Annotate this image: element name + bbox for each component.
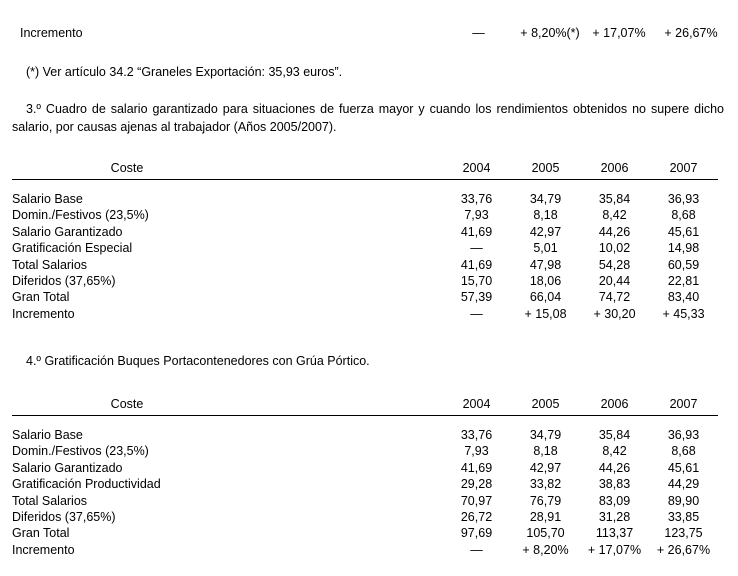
table-2-row-2-2005: 42,97 <box>529 460 562 475</box>
table-2-header-2007: 2007 <box>649 392 718 416</box>
table-2-row-4-2007: 89,90 <box>667 493 700 508</box>
top-increment-value-2004: — <box>472 26 485 40</box>
table-2-row-3-2005: 33,82 <box>529 477 562 492</box>
top-increment-value-2006: + 17,07% <box>592 26 646 40</box>
table-gratificacion-portacontenedores <box>0 392 738 558</box>
table-row <box>12 273 718 289</box>
table-2-row-7-2005: + 8,20% <box>522 542 569 557</box>
table-2-row-5-label: Diferidos (37,65%) <box>12 510 116 525</box>
table-2-row-6-2005: 105,70 <box>526 526 565 541</box>
paragraph-item-3 <box>12 100 724 136</box>
table-2-row-6-label: Gran Total <box>12 526 70 541</box>
table-1-row-4-2007: 60,59 <box>667 257 700 272</box>
table-2-row-6-2004: 97,69 <box>460 526 493 541</box>
table-2-row-3-label: Gratificación Productividad <box>12 477 161 492</box>
paragraph-item-4-text: 4.º Gratificación Buques Portacontenedores con Grúa Pórtico. <box>26 354 370 368</box>
table-1-row-7-2004: — <box>470 306 483 321</box>
table-1-row-4-2004: 41,69 <box>460 257 493 272</box>
table-2-row-6-2006: 113,37 <box>595 526 634 541</box>
table-1-row-2-2007: 45,61 <box>667 224 700 239</box>
table-2 <box>12 392 718 558</box>
table-row <box>12 460 718 476</box>
table-2-row-1-2005: 8,18 <box>533 444 558 459</box>
table-row <box>12 476 718 492</box>
footnote-text: (*) Ver artículo 34.2 “Graneles Exportación: 35,93 euros”. <box>26 65 343 79</box>
table-1-row-1-2006: 8,42 <box>602 208 627 223</box>
table-2-header-2006: 2006 <box>580 392 649 416</box>
table-1-row-7-label: Incremento <box>12 306 75 321</box>
table-1-header-2005: 2005 <box>511 156 580 180</box>
table-row <box>12 289 718 305</box>
table-salario-garantizado <box>0 156 738 322</box>
table-1-row-7-2006: + 30,20 <box>593 306 636 321</box>
table-2-row-1-2006: 8,42 <box>602 444 627 459</box>
table-1-row-0-2004: 33,76 <box>460 192 493 206</box>
table-1-row-3-2005: 5,01 <box>533 241 558 256</box>
table-2-row-2-label: Salario Garantizado <box>12 460 123 475</box>
paragraph-item-4 <box>12 352 724 370</box>
table-2-row-0-2004: 33,76 <box>460 428 493 442</box>
table-2-row-6-2007: 123,75 <box>664 526 703 541</box>
table-2-spacer <box>12 416 718 428</box>
table-2-row-7-2006: + 17,07% <box>587 542 642 557</box>
table-2-row-0-label: Salario Base <box>12 428 83 442</box>
table-1-row-3-2006: 10,02 <box>598 241 631 256</box>
table-2-row-5-2004: 26,72 <box>460 510 493 525</box>
table-row <box>12 443 718 459</box>
table-1-row-5-2006: 20,44 <box>598 274 631 289</box>
table-2-row-5-2006: 31,28 <box>598 510 631 525</box>
table-2-row-3-2006: 38,83 <box>598 477 631 492</box>
table-1-row-4-label: Total Salarios <box>12 257 88 272</box>
table-2-row-3-2004: 29,28 <box>460 477 493 492</box>
table-2-row-2-2007: 45,61 <box>667 460 700 475</box>
table-1-row-5-2007: 22,81 <box>667 274 700 289</box>
table-row <box>12 257 718 273</box>
table-1-row-0-2005: 34,79 <box>529 192 562 206</box>
table-2-row-4-2005: 76,79 <box>529 493 562 508</box>
table-2-row-4-label: Total Salarios <box>12 493 88 508</box>
table-1-header-2006: 2006 <box>580 156 649 180</box>
top-increment-row <box>0 26 738 44</box>
table-row <box>12 493 718 509</box>
table-1-header-2007: 2007 <box>649 156 718 180</box>
table-row <box>12 240 718 256</box>
table-1-row-2-2006: 44,26 <box>598 224 631 239</box>
table-1-row-0-2007: 36,93 <box>667 192 700 206</box>
table-1-row-1-2005: 8,18 <box>533 208 558 223</box>
table-2-row-2-2006: 44,26 <box>598 460 631 475</box>
table-1-row-1-2007: 8,68 <box>671 208 696 223</box>
table-2-header-coste: Coste <box>12 392 442 416</box>
top-increment-label: Incremento <box>20 26 83 40</box>
table-row <box>12 525 718 541</box>
table-2-row-5-2007: 33,85 <box>667 510 700 525</box>
table-1-row-4-2005: 47,98 <box>529 257 562 272</box>
table-1-row-6-2004: 57,39 <box>460 290 493 305</box>
table-1-row-5-2004: 15,70 <box>460 274 493 289</box>
table-2-header-2004: 2004 <box>442 392 511 416</box>
table-row <box>12 306 718 322</box>
table-1-spacer <box>12 180 718 192</box>
table-2-row-2-2004: 41,69 <box>460 460 493 475</box>
table-1-row-3-2004: — <box>470 241 483 256</box>
table-1-row-3-label: Gratificación Especial <box>12 241 133 256</box>
top-increment-value-2005: + 8,20%(*) <box>520 26 580 40</box>
table-2-row-5-2005: 28,91 <box>529 510 562 525</box>
table-1-header-coste: Coste <box>12 156 442 180</box>
table-1-row-2-2004: 41,69 <box>460 224 493 239</box>
table-2-row-0-2006: 35,84 <box>598 428 631 442</box>
table-1-row-1-label: Domin./Festivos (23,5%) <box>12 208 149 223</box>
table-2-header-row <box>12 392 718 416</box>
table-row <box>12 509 718 525</box>
table-1-row-6-2007: 83,40 <box>667 290 700 305</box>
table-2-row-7-2007: + 26,67% <box>656 542 711 557</box>
table-1-row-0-2006: 35,84 <box>598 192 631 206</box>
table-row <box>12 427 718 443</box>
table-row <box>12 191 718 207</box>
table-2-row-1-label: Domin./Festivos (23,5%) <box>12 444 149 459</box>
table-row <box>12 224 718 240</box>
table-1-row-2-label: Salario Garantizado <box>12 224 123 239</box>
table-2-header-2005: 2005 <box>511 392 580 416</box>
table-2-row-7-2004: — <box>470 542 483 557</box>
table-1-row-6-2005: 66,04 <box>529 290 562 305</box>
table-2-row-4-2004: 70,97 <box>460 493 493 508</box>
table-1-row-6-2006: 74,72 <box>598 290 631 305</box>
table-2-row-4-2006: 83,09 <box>598 493 631 508</box>
paragraph-item-3-text: 3.º Cuadro de salario garantizado para situaciones de fuerza mayor y cuando los rendimientos obtenidos no supere dicho salario, por causas ajenas al trabajador (Años 2005/2007). <box>12 102 724 134</box>
table-2-row-7-label: Incremento <box>12 542 75 557</box>
table-1-header-row <box>12 156 718 180</box>
table-2-row-1-2004: 7,93 <box>464 444 489 459</box>
table-1-header-2004: 2004 <box>442 156 511 180</box>
table-1-row-6-label: Gran Total <box>12 290 70 305</box>
table-1-row-3-2007: 14,98 <box>667 241 700 256</box>
table-2-row-1-2007: 8,68 <box>671 444 696 459</box>
table-1-row-1-2004: 7,93 <box>464 208 489 223</box>
table-1 <box>12 156 718 322</box>
table-1-row-7-2005: + 15,08 <box>524 306 567 321</box>
table-2-row-3-2007: 44,29 <box>667 477 700 492</box>
table-1-row-0-label: Salario Base <box>12 192 83 206</box>
table-row <box>12 542 718 558</box>
table-2-row-0-2005: 34,79 <box>529 428 562 442</box>
table-1-row-4-2006: 54,28 <box>598 257 631 272</box>
table-1-row-7-2007: + 45,33 <box>662 306 705 321</box>
footnote-article-34-2 <box>12 63 724 81</box>
table-1-row-5-2005: 18,06 <box>529 274 562 289</box>
table-1-row-2-2005: 42,97 <box>529 224 562 239</box>
table-row <box>12 207 718 223</box>
table-2-row-0-2007: 36,93 <box>667 428 700 442</box>
table-1-row-5-label: Diferidos (37,65%) <box>12 274 116 289</box>
top-increment-value-2007: + 26,67% <box>664 26 718 40</box>
